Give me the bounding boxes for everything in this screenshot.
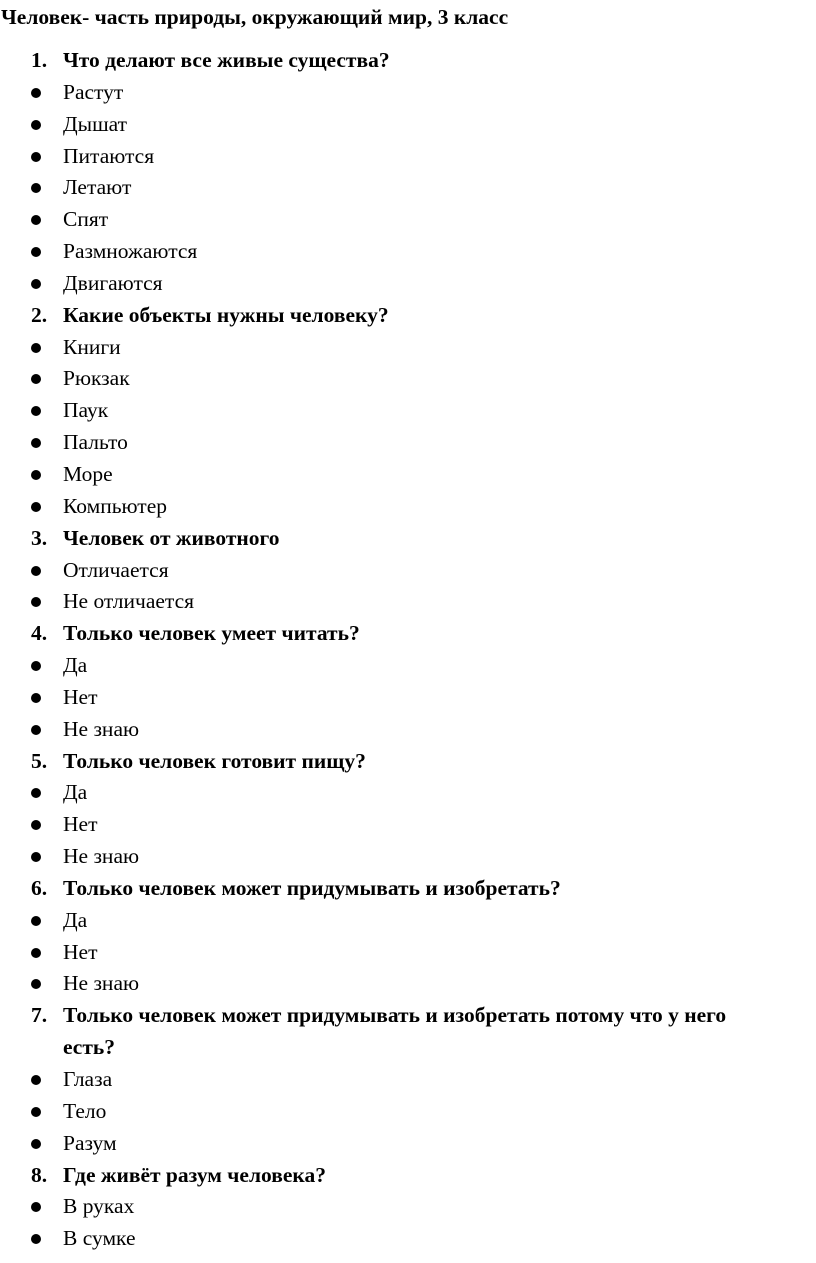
- answer-option-label: Питаются: [63, 143, 155, 168]
- question-list: [0, 45, 816, 1255]
- question-number: 2.: [31, 302, 48, 327]
- answer-option-label: Растут: [63, 79, 124, 104]
- question-number: 4.: [31, 621, 48, 646]
- question-text: Что делают все живые существа?: [63, 48, 390, 72]
- answer-option-label: Паук: [63, 398, 109, 423]
- answer-option: [0, 1096, 816, 1128]
- answer-option-label: Разум: [63, 1130, 117, 1155]
- document-title: Человек- часть природы, окружающий мир, 3 класс: [1, 5, 509, 29]
- question-heading: [0, 873, 816, 905]
- answer-option-label: Тело: [63, 1098, 107, 1123]
- answer-option: [0, 714, 816, 746]
- answer-option: [0, 968, 816, 1000]
- question-text: Только человек может придумывать и изобретать?: [63, 875, 561, 900]
- question-number: 5.: [31, 748, 48, 773]
- answer-option: [0, 777, 816, 809]
- answer-option-label: Двигаются: [63, 270, 163, 295]
- answer-option-label: Не отличается: [63, 589, 194, 614]
- answer-option: [0, 459, 816, 491]
- bullet-icon: [31, 661, 41, 671]
- bullet-icon: [31, 343, 41, 353]
- bullet-icon: [31, 820, 41, 830]
- answer-option: [0, 1191, 816, 1223]
- answer-option-label: Нет: [63, 684, 98, 709]
- answer-option-label: В сумке: [63, 1226, 136, 1251]
- answer-option-label: Книги: [63, 334, 121, 359]
- bullet-icon: [31, 152, 41, 162]
- question-number: 6.: [31, 875, 48, 900]
- answer-option: [0, 1064, 816, 1096]
- answer-option-label: Пальто: [63, 430, 128, 455]
- question-number: 7.: [31, 1003, 48, 1028]
- question-number: 1.: [31, 48, 48, 72]
- bullet-icon: [31, 88, 41, 98]
- answer-option-label: Дышат: [63, 111, 128, 136]
- answer-option-label: Не знаю: [63, 971, 140, 996]
- answer-option-label: Да: [63, 653, 88, 678]
- bullet-icon: [31, 279, 41, 289]
- question-number: 3.: [31, 525, 48, 550]
- bullet-icon: [31, 247, 41, 257]
- question-heading: [0, 746, 816, 778]
- answer-option-label: Не знаю: [63, 844, 140, 869]
- question-text: Только человек готовит пищу?: [63, 748, 366, 773]
- question-text: Человек от животного: [63, 525, 280, 550]
- answer-option: [0, 937, 816, 969]
- answer-option: [0, 809, 816, 841]
- answer-option: [0, 905, 816, 937]
- bullet-icon: [31, 183, 41, 193]
- answer-option: [0, 363, 816, 395]
- question-text: Только человек может придумывать и изобретать потому что у него есть?: [63, 1003, 727, 1060]
- answer-option: [0, 491, 816, 523]
- bullet-icon: [31, 470, 41, 480]
- question-text: Только человек умеет читать?: [63, 621, 360, 646]
- bullet-icon: [31, 1107, 41, 1117]
- bullet-icon: [31, 979, 41, 989]
- question-text: Какие объекты нужны человеку?: [63, 302, 389, 327]
- bullet-icon: [31, 948, 41, 958]
- answer-option-label: Глаза: [63, 1067, 113, 1091]
- bullet-icon: [31, 725, 41, 735]
- bullet-icon: [31, 374, 41, 384]
- bullet-icon: [31, 566, 41, 576]
- answer-option-label: Летают: [63, 175, 132, 200]
- question-heading: [0, 1000, 816, 1064]
- answer-option-label: Спят: [63, 207, 109, 232]
- answer-option-label: Нет: [63, 939, 98, 964]
- question-heading: [0, 523, 816, 555]
- answer-option: [0, 268, 816, 300]
- answer-option: [0, 109, 816, 141]
- answer-option: [0, 236, 816, 268]
- answer-option: [0, 555, 816, 587]
- answer-option: [0, 395, 816, 427]
- bullet-icon: [31, 215, 41, 225]
- answer-option-label: Компьютер: [63, 493, 167, 518]
- answer-option: [0, 141, 816, 173]
- question-number: 8.: [31, 1162, 48, 1187]
- answer-option: [0, 172, 816, 204]
- answer-option: [0, 841, 816, 873]
- bullet-icon: [31, 502, 41, 512]
- question-text: Где живёт разум человека?: [63, 1162, 326, 1187]
- bullet-icon: [31, 120, 41, 130]
- bullet-icon: [31, 788, 41, 798]
- answer-option: [0, 427, 816, 459]
- bullet-icon: [31, 1075, 41, 1085]
- answer-option-label: В руках: [63, 1194, 135, 1219]
- bullet-icon: [31, 852, 41, 862]
- answer-option: [0, 77, 816, 109]
- answer-option-label: Отличается: [63, 557, 169, 582]
- answer-option-label: Рюкзак: [63, 366, 130, 391]
- answer-option: [0, 204, 816, 236]
- question-heading: [0, 618, 816, 650]
- answer-option: [0, 1223, 816, 1255]
- bullet-icon: [31, 406, 41, 416]
- answer-option: [0, 586, 816, 618]
- answer-option-label: Море: [63, 461, 113, 486]
- answer-option: [0, 682, 816, 714]
- answer-option-label: Не знаю: [63, 716, 140, 741]
- question-heading: [0, 300, 816, 332]
- answer-option-label: Размножаются: [63, 239, 198, 264]
- bullet-icon: [31, 1139, 41, 1149]
- answer-option: [0, 1128, 816, 1160]
- answer-option: [0, 332, 816, 364]
- bullet-icon: [31, 916, 41, 926]
- bullet-icon: [31, 597, 41, 607]
- question-heading: [0, 45, 816, 77]
- answer-option-label: Нет: [63, 812, 98, 837]
- question-heading: [0, 1160, 816, 1192]
- bullet-icon: [31, 1202, 41, 1212]
- answer-option-label: Да: [63, 780, 88, 805]
- bullet-icon: [31, 693, 41, 703]
- bullet-icon: [31, 1234, 41, 1244]
- bullet-icon: [31, 438, 41, 448]
- answer-option-label: Да: [63, 907, 88, 932]
- answer-option: [0, 650, 816, 682]
